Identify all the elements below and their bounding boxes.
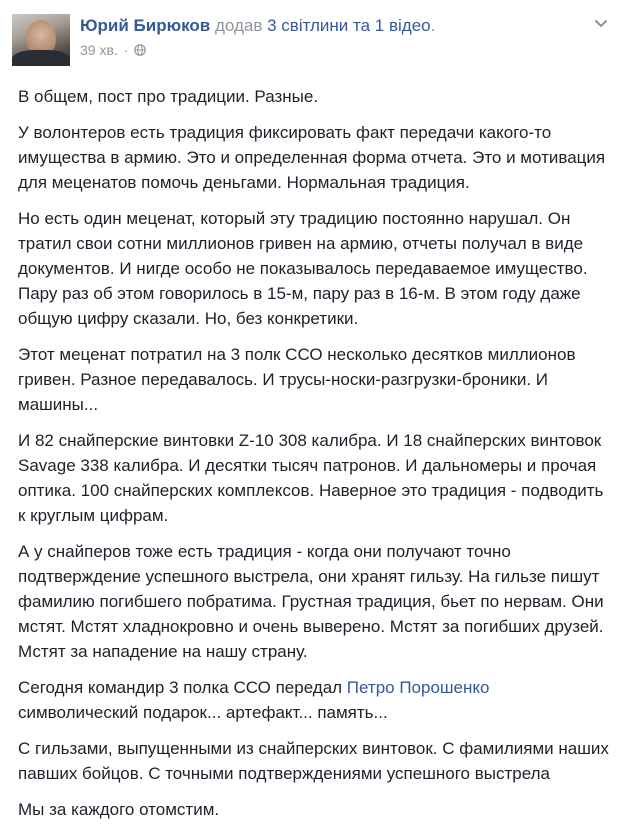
author-avatar[interactable] xyxy=(12,14,70,66)
post-paragraph: Мы за каждого отомстим. xyxy=(18,800,220,819)
post-meta xyxy=(80,42,146,58)
post-timestamp[interactable]: 39 хв. xyxy=(80,42,118,58)
meta-separator: · xyxy=(123,42,129,58)
action-suffix: . xyxy=(430,16,436,35)
chevron-down-icon[interactable] xyxy=(592,14,610,32)
avatar-shirt xyxy=(12,50,70,66)
post-body xyxy=(18,84,610,833)
tagged-text-after: символический подарок... артефакт... память... xyxy=(18,703,388,722)
media-link[interactable]: 3 світлини та 1 відео xyxy=(267,16,431,35)
post-header xyxy=(12,12,610,68)
action-text: додав xyxy=(214,16,263,35)
post-paragraph: А у снайперов тоже есть традиция - когда они получают точно подтверждение успешного выстрела, они хранят гильзу. На гильзе пишут фамилию погибшего побратима. Грустная традиция, бьет по нервам. Они мстят. Мстят хладнокровно и очень выверено. Мстят за погибших друзей. Мстят за нападение на нашу страну. xyxy=(18,542,604,661)
tagged-text-before: Сегодня командир 3 полка ССО передал xyxy=(18,678,347,697)
post-paragraph: Но есть один меценат, который эту традицию постоянно нарушал. Он тратил свои сотни миллионов гривен на армию, отчеты получал в виде документов. И нигде особо не показывалось передаваемое имущество. Пару раз об этом говорилось в 15-м, пару раз в 16-м. В этом году даже общую цифру сказали. Но, без конкретики. xyxy=(18,209,588,328)
post-paragraph: Этот меценат потратил на 3 полк ССО несколько десятков миллионов гривен. Разное передавалось. И трусы-носки-разгрузки-броники. И машины... xyxy=(18,345,576,414)
tagged-person-link[interactable]: Петро Порошенко xyxy=(346,678,490,697)
author-line xyxy=(80,16,435,36)
post-paragraph: И 82 снайперские винтовки Z-10 308 калибра. И 18 снайперских винтовок Savage 338 калибра. И десятки тысяч патронов. И дальномеры и прочая оптика. 100 снайперских комплексов. Наверное это традиция - подводить к круглым цифрам. xyxy=(18,431,604,525)
tagged-paragraph xyxy=(18,675,610,725)
author-name-link[interactable]: Юрий Бирюков xyxy=(80,16,211,35)
post-paragraph: С гильзами, выпущенными из снайперских винтовок. С фамилиями наших павших бойцов. С точными подтверждениями успешного выстрела xyxy=(18,739,609,783)
post-paragraph: У волонтеров есть традиция фиксировать факт передачи какого-то имущества в армию. Это и определенная форма отчета. Это и мотивация для меценатов помочь деньгами. Нормальная традиция. xyxy=(18,123,606,192)
globe-icon[interactable] xyxy=(134,44,146,56)
post-paragraph: В общем, пост про традиции. Разные. xyxy=(18,87,319,106)
